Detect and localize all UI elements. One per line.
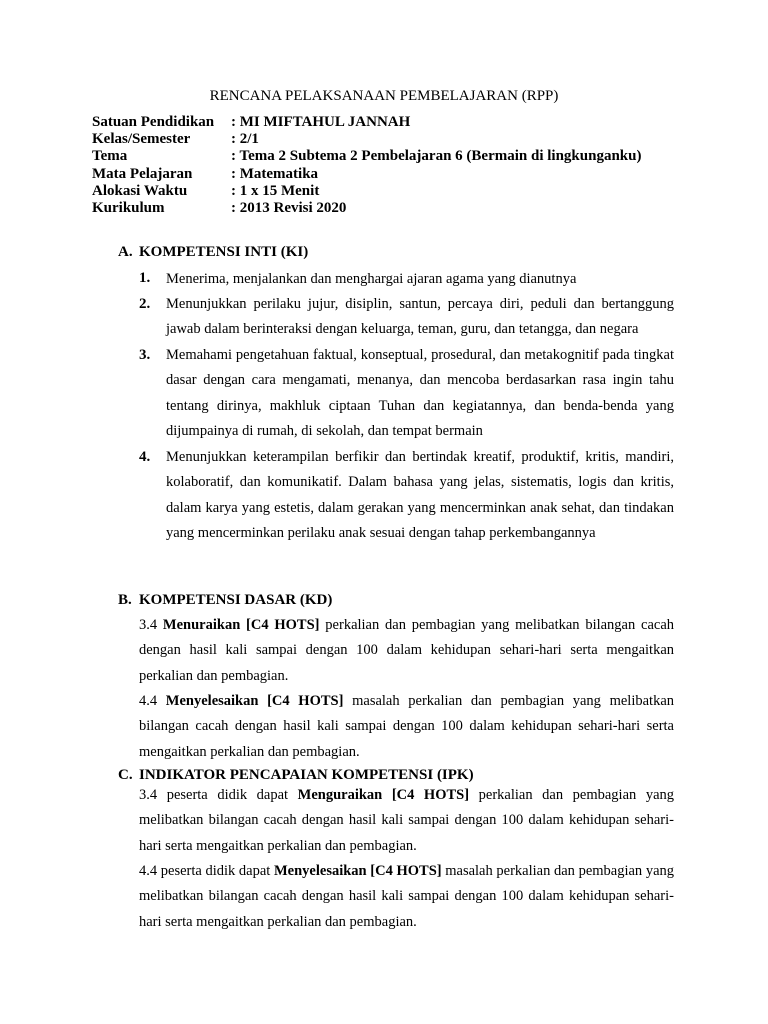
kd-text: masalah perkalian dan pembagian yang melibatkan bilangan cacah dengan hasil kali sampai dengan 100 dalam kehidupan sehari-hari serta mengaitkan perkalian dan pembagian.: [139, 693, 675, 760]
ipk-text: perkalian dan pembagian yang melibatkan bilangan cacah dengan hasil kali sampai dengan 100 dalam kehidupan sehari-hari serta mengaitkan perkalian dan pembagian.: [139, 787, 675, 854]
ipk-item: [139, 783, 674, 859]
identity-value: : Tema 2 Subtema 2 Pembelajaran 6 (Bermain di lingkunganku): [231, 148, 642, 165]
identity-value: : Matematika: [231, 165, 319, 182]
kd-item: [139, 689, 674, 765]
identity-row: [92, 114, 641, 131]
kd-number-text: 4.4: [139, 693, 166, 709]
identity-label: Tema: [92, 148, 128, 165]
section-heading-kd: [118, 592, 332, 609]
identity-table: [92, 114, 641, 217]
ipk-bold-verb: Menguraikan [C4 HOTS]: [297, 787, 470, 803]
identity-row: [92, 200, 641, 217]
document-title: RENCANA PELAKSANAAN PEMBELAJARAN (RPP): [209, 88, 559, 104]
section-title: KOMPETENSI DASAR (KD): [139, 592, 333, 608]
ki-item: Menerima, menjalankan dan menghargai ajaran agama yang dianutnya: [166, 271, 577, 287]
ipk-text: masalah perkalian dan pembagian yang melibatkan bilangan cacah dengan hasil kali sampai dengan 100 dalam kehidupan sehari-hari serta mengaitkan perkalian dan pembagian.: [139, 863, 675, 930]
ki-item: Memahami pengetahuan faktual, konseptual, prosedural, dan metakognitif pada tingkat dasar dengan cara mengamati, menanya, dan mencoba berdasarkan rasa ingin tahu tentang dirinya, makhluk ciptaan Tuhan dan kegiatannya, dan benda-benda yang dijumpainya di rumah, di sekolah, dan tempat bermain: [166, 347, 674, 439]
ki-number: 3.: [139, 347, 151, 363]
kd-bold-verb: Menuraikan [C4 HOTS]: [162, 617, 320, 633]
identity-value: : 2013 Revisi 2020: [231, 199, 347, 216]
ki-number: 2.: [139, 296, 151, 312]
section-title: KOMPETENSI INTI (KI): [139, 244, 309, 260]
identity-label: Kurikulum: [92, 199, 165, 216]
identity-row: [92, 131, 641, 148]
identity-label: Alokasi Waktu: [92, 182, 188, 199]
identity-row: [92, 166, 641, 183]
identity-label: Satuan Pendidikan: [92, 114, 215, 130]
kd-bold-verb: Menyelesaikan [C4 HOTS]: [165, 693, 344, 709]
section-letter: A.: [118, 244, 133, 260]
section-letter: B.: [118, 592, 132, 608]
identity-row: [92, 183, 641, 200]
identity-label: Mata Pelajaran: [92, 165, 193, 182]
identity-value: : 1 x 15 Menit: [231, 182, 320, 199]
ki-item: Menunjukkan perilaku jujur, disiplin, santun, percaya diri, peduli dan bertanggung jawab dalam berinteraksi dengan keluarga, teman, guru, dan tetangga, dan negara: [166, 296, 674, 338]
identity-value: : MI MIFTAHUL JANNAH: [231, 114, 411, 130]
kd-item: [139, 613, 674, 689]
ipk-bold-verb: Menyelesaikan [C4 HOTS]: [273, 863, 442, 879]
ipk-item: [139, 859, 674, 935]
ki-number: 1.: [139, 270, 151, 286]
ipk-number-text: 4.4 peserta didik dapat: [139, 863, 274, 879]
ki-item: Menunjukkan keterampilan berfikir dan bertindak kreatif, produktif, kritis, mandiri, kolaboratif, dan komunikatif. Dalam bahasa yang jelas, sistematis, logis dan kritis, dalam karya yang estetis, dalam gerakan yang mencerminkan anak sehat, dan tindakan yang mencerminkan perilaku anak sesuai dengan tahap perkembangannya: [166, 449, 674, 541]
identity-row: [92, 148, 641, 165]
kd-number-text: 3.4: [139, 617, 163, 633]
identity-label: Kelas/Semester: [92, 131, 191, 148]
identity-value: : 2/1: [231, 131, 259, 148]
kd-text: perkalian dan pembagian yang melibatkan bilangan cacah dengan hasil kali sampai dengan 100 dalam kehidupan sehari-hari serta mengaitkan perkalian dan pembagian.: [139, 617, 675, 684]
ipk-number-text: 3.4 peserta didik dapat: [139, 787, 298, 803]
ki-number: 4.: [139, 449, 151, 465]
section-heading-ipk: [118, 767, 474, 784]
section-heading-ki: [118, 244, 308, 261]
section-title: INDIKATOR PENCAPAIAN KOMPETENSI (IPK): [139, 767, 474, 783]
section-letter: C.: [118, 767, 133, 783]
